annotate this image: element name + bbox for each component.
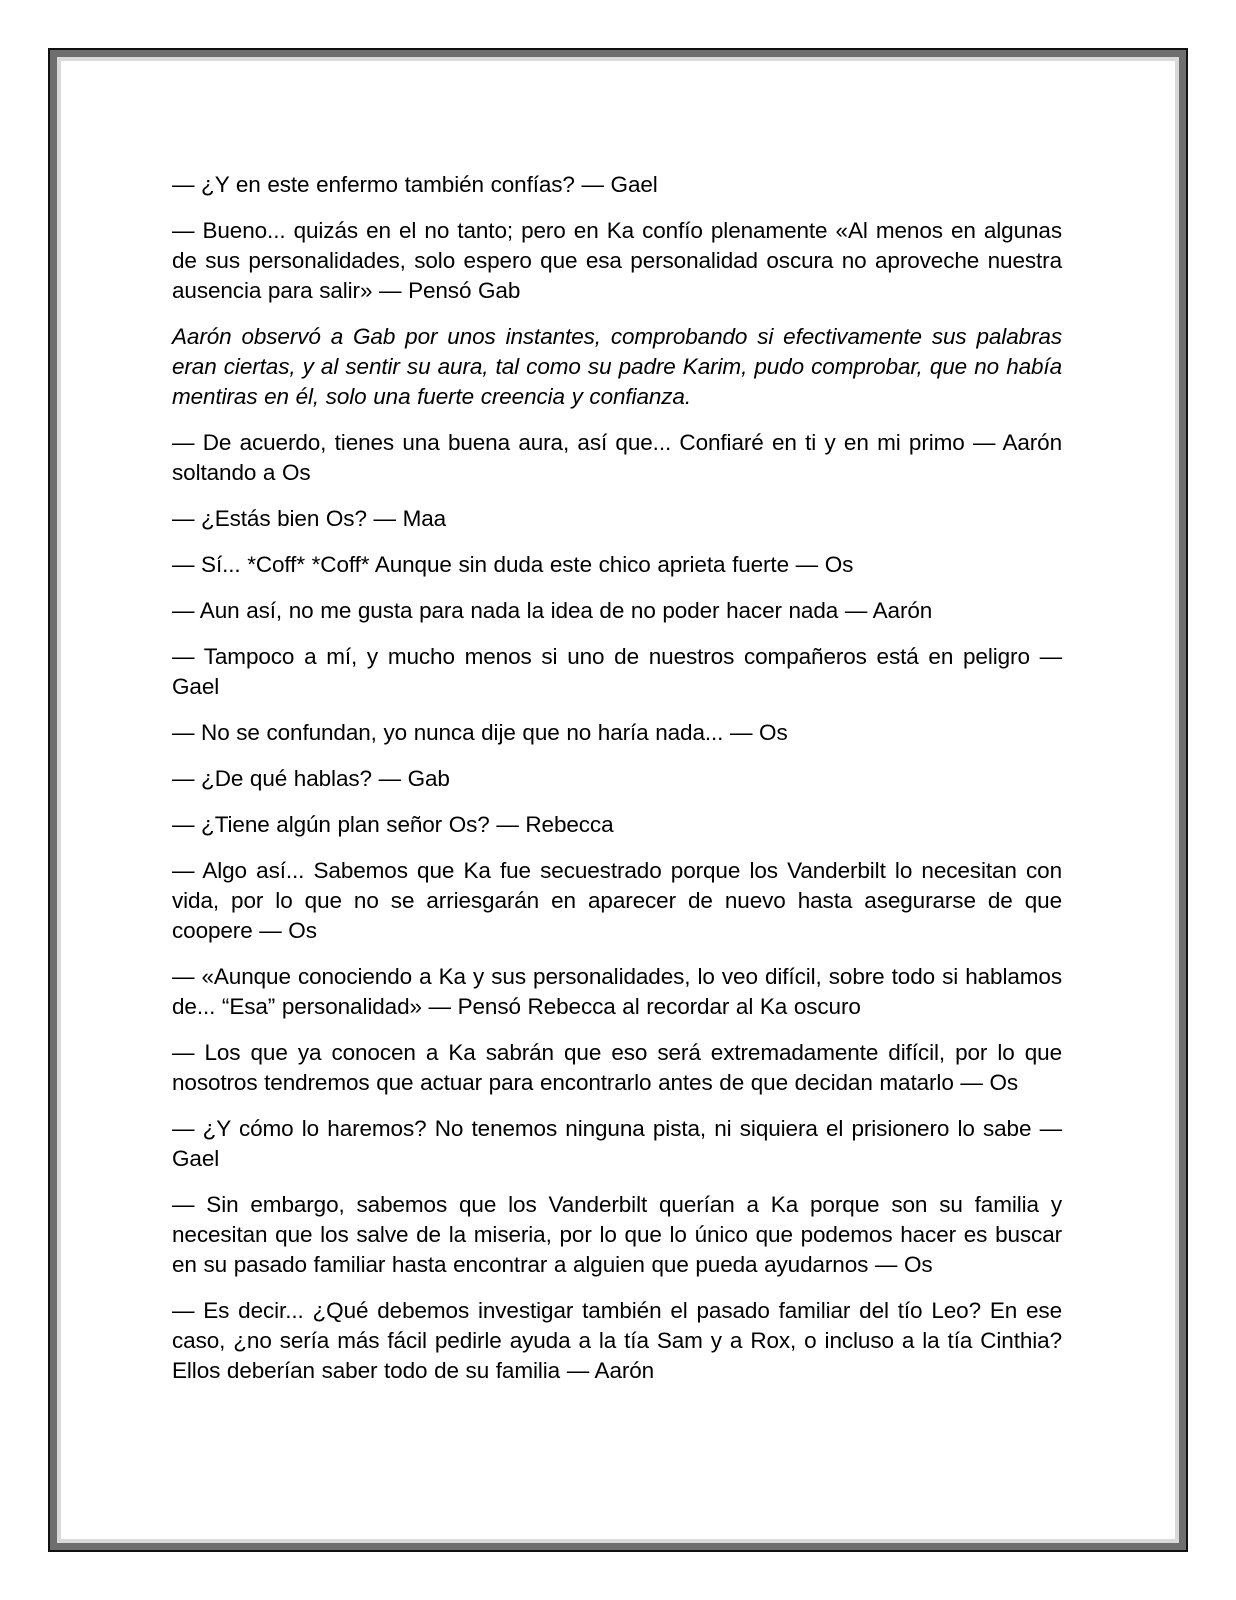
paragraph: — Es decir... ¿Qué debemos investigar también el pasado familiar del tío Leo? En ese caso, ¿no sería más fácil pedirle ayuda a la tía Sam y a Rox, o incluso a la tía Cinthia? Ellos deberían saber todo de su familia — Aarón [172, 1298, 1062, 1383]
paragraph: — De acuerdo, tienes una buena aura, así que... Confiaré en ti y en mi primo — Aarón soltando a Os [172, 430, 1062, 485]
paragraph: — Algo así... Sabemos que Ka fue secuestrado porque los Vanderbilt lo necesitan con vida, por lo que no se arriesgarán en aparecer de nuevo hasta asegurarse de que coopere — Os [172, 858, 1062, 943]
paragraph: — Sí... *Coff* *Coff* Aunque sin duda este chico aprieta fuerte — Os [172, 552, 854, 577]
paragraph: — Sin embargo, sabemos que los Vanderbilt querían a Ka porque son su familia y necesitan que los salve de la miseria, por lo que lo único que podemos hacer es buscar en su pasado familiar hasta encontrar a alguien que pueda ayudarnos — Os [172, 1192, 1062, 1277]
paragraph: — ¿Tiene algún plan señor Os? — Rebecca [172, 812, 614, 837]
paragraph: — Aun así, no me gusta para nada la idea de no poder hacer nada — Aarón [172, 598, 933, 623]
page-sheet [48, 48, 1188, 1552]
paragraph: — ¿Estás bien Os? — Maa [172, 506, 447, 531]
paragraph: — Tampoco a mí, y mucho menos si uno de nuestros compañeros está en peligro — Gael [172, 644, 1062, 699]
paragraph: — «Aunque conociendo a Ka y sus personalidades, lo veo difícil, sobre todo si hablamos de... “Esa” personalidad» — Pensó Rebecca al recordar al Ka oscuro [172, 964, 1062, 1019]
paragraph: — ¿Y cómo lo haremos? No tenemos ninguna pista, ni siquiera el prisionero lo sabe — Gael [172, 1116, 1062, 1171]
paragraph: — No se confundan, yo nunca dije que no haría nada... — Os [172, 720, 788, 745]
document-text-body [172, 170, 1062, 1386]
paragraph: — ¿Y en este enfermo también confías? — Gael [172, 172, 658, 197]
paragraph: — Los que ya conocen a Ka sabrán que eso será extremadamente difícil, por lo que nosotros tendremos que actuar para encontrarlo antes de que decidan matarlo — Os [172, 1040, 1062, 1095]
paragraph: — ¿De qué hablas? — Gab [172, 766, 450, 791]
paragraph: — Bueno... quizás en el no tanto; pero en Ka confío plenamente «Al menos en algunas de sus personalidades, solo espero que esa personalidad oscura no aproveche nuestra ausencia para salir» — Pensó Gab [172, 218, 1062, 303]
paragraph-italic: Aarón observó a Gab por unos instantes, comprobando si efectivamente sus palabras eran ciertas, y al sentir su aura, tal como su padre Karim, pudo comprobar, que no había mentiras en él, solo una fuerte creencia y confianza. [172, 324, 1062, 409]
